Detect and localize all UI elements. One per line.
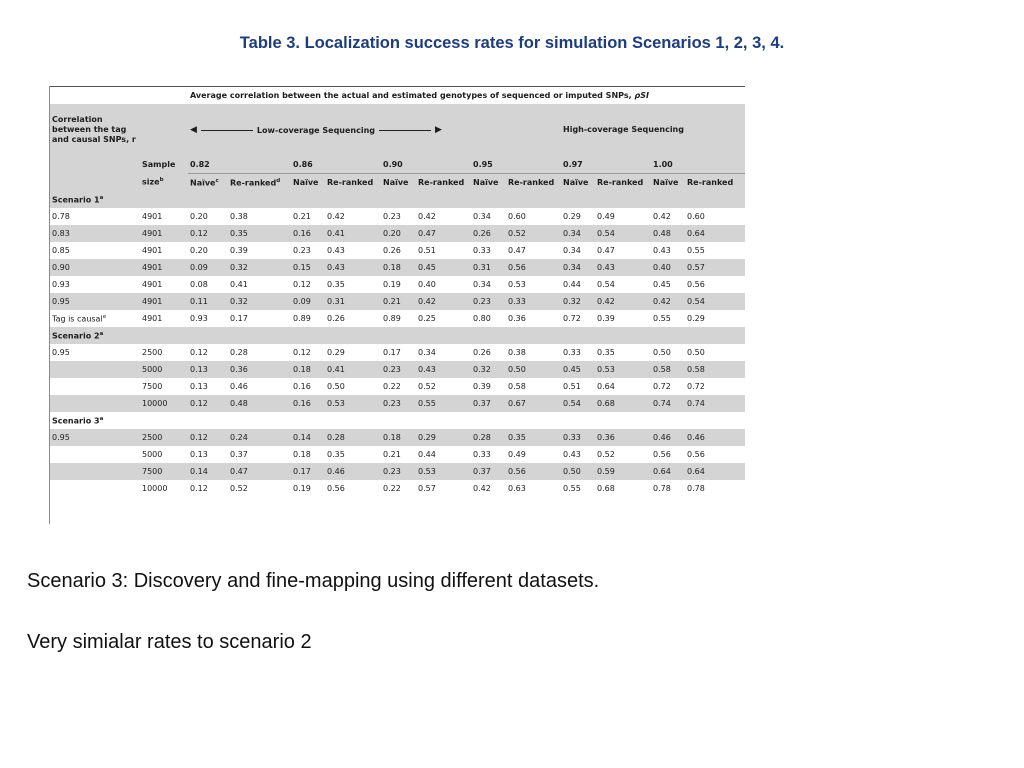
- rate-cell: 0.64: [597, 382, 615, 391]
- rate-cell: 0.58: [653, 365, 671, 374]
- rate-cell: 0.14: [190, 467, 208, 476]
- rate-cell: 0.78: [653, 484, 671, 493]
- rate-cell: 0.16: [293, 399, 311, 408]
- rate-cell: 0.40: [418, 280, 436, 289]
- naive-header: Naïve: [473, 178, 499, 187]
- rate-cell: 0.37: [473, 467, 491, 476]
- rate-cell: 0.22: [383, 484, 401, 493]
- rate-cell: 0.35: [508, 433, 526, 442]
- rate-cell: 0.72: [563, 314, 581, 323]
- subheader-row: [50, 174, 745, 192]
- rate-cell: 0.54: [687, 297, 705, 306]
- sample-size-cell: 5000: [142, 450, 163, 459]
- size-label: size$^b$: [142, 177, 164, 188]
- rate-cell: 0.44: [418, 450, 436, 459]
- rate-cell: 0.51: [563, 382, 581, 391]
- correlation-cell: [50, 395, 140, 412]
- corr-values-row: [50, 156, 745, 174]
- rate-cell: 0.89: [293, 314, 311, 323]
- rate-cell: 0.42: [653, 297, 671, 306]
- rate-cell: 0.33: [508, 297, 526, 306]
- correlation-cell: 0.78: [52, 212, 70, 221]
- sample-size-cell: 10000: [142, 484, 168, 493]
- rate-cell: 0.74: [653, 399, 671, 408]
- correlation-cell: 0.85: [52, 246, 70, 255]
- rate-cell: 0.33: [473, 246, 491, 255]
- table-row: [50, 310, 745, 327]
- rate-cell: 0.16: [293, 382, 311, 391]
- rate-cell: 0.12: [293, 348, 311, 357]
- rate-cell: 0.53: [508, 280, 526, 289]
- rate-cell: 0.36: [508, 314, 526, 323]
- rate-cell: 0.14: [293, 433, 311, 442]
- rate-cell: 0.26: [327, 314, 345, 323]
- rate-cell: 0.57: [418, 484, 436, 493]
- rate-cell: 0.26: [383, 246, 401, 255]
- rate-cell: 0.43: [418, 365, 436, 374]
- scenario-section-row: [50, 327, 745, 344]
- rate-cell: 0.48: [230, 399, 248, 408]
- scenario-label: Scenario 3$^a$: [52, 415, 104, 426]
- correlation-header: Correlation between the tag and causal SNPs, r: [52, 115, 136, 144]
- rate-cell: 0.34: [473, 280, 491, 289]
- rate-cell: 0.43: [327, 246, 345, 255]
- rate-cell: 0.19: [383, 280, 401, 289]
- rate-cell: 0.49: [597, 212, 615, 221]
- rate-cell: 0.56: [508, 263, 526, 272]
- rate-cell: 0.93: [190, 314, 208, 323]
- rate-cell: 0.20: [383, 229, 401, 238]
- rate-cell: 0.53: [327, 399, 345, 408]
- rate-cell: 0.56: [327, 484, 345, 493]
- table-row: [50, 276, 745, 293]
- correlation-cell: 0.95: [52, 433, 70, 442]
- rate-cell: 0.46: [230, 382, 248, 391]
- rate-cell: 0.21: [383, 297, 401, 306]
- rate-cell: 0.55: [653, 314, 671, 323]
- rate-cell: 0.43: [653, 246, 671, 255]
- rate-cell: 0.32: [473, 365, 491, 374]
- rate-cell: 0.55: [563, 484, 581, 493]
- rate-cell: 0.18: [383, 263, 401, 272]
- rate-cell: 0.23: [473, 297, 491, 306]
- scenario-label: Scenario 2$^a$: [52, 330, 104, 341]
- rate-cell: 0.55: [418, 399, 436, 408]
- rate-cell: 0.46: [653, 433, 671, 442]
- rate-cell: 0.29: [687, 314, 705, 323]
- rate-cell: 0.31: [327, 297, 345, 306]
- table-row: [50, 395, 745, 412]
- rate-cell: 0.35: [230, 229, 248, 238]
- table-row: [50, 378, 745, 395]
- correlation-cell: [50, 378, 140, 395]
- low-coverage-header: ◀ Low-coverage Sequencing ▶: [190, 125, 442, 135]
- rate-cell: 0.56: [508, 467, 526, 476]
- arrow-right-icon: ▶: [435, 125, 442, 135]
- rate-cell: 0.63: [508, 484, 526, 493]
- rate-cell: 0.20: [190, 246, 208, 255]
- rate-cell: 0.20: [190, 212, 208, 221]
- correlation-cell: [50, 480, 140, 497]
- rate-cell: 0.45: [653, 280, 671, 289]
- rate-cell: 0.50: [508, 365, 526, 374]
- rate-cell: 0.17: [230, 314, 248, 323]
- rate-cell: 0.50: [563, 467, 581, 476]
- results-table-image: [49, 86, 745, 524]
- rate-cell: 0.42: [418, 297, 436, 306]
- rate-cell: 0.47: [230, 467, 248, 476]
- rate-cell: 0.36: [230, 365, 248, 374]
- table-row: [50, 208, 745, 225]
- rate-cell: 0.12: [293, 280, 311, 289]
- sample-size-cell: 5000: [142, 365, 163, 374]
- rate-cell: 0.18: [293, 365, 311, 374]
- table-row: [50, 225, 745, 242]
- reranked-header: Re-ranked: [687, 178, 734, 187]
- rate-cell: 0.26: [473, 348, 491, 357]
- table-row: [50, 446, 745, 463]
- rate-cell: 0.25: [418, 314, 436, 323]
- rate-cell: 0.33: [563, 433, 581, 442]
- rate-cell: 0.45: [418, 263, 436, 272]
- rate-cell: 0.23: [383, 399, 401, 408]
- rate-cell: 0.23: [383, 467, 401, 476]
- sample-size-cell: 4901: [142, 280, 163, 289]
- rate-cell: 0.39: [230, 246, 248, 255]
- rate-cell: 0.39: [597, 314, 615, 323]
- rate-cell: 0.89: [383, 314, 401, 323]
- rate-cell: 0.34: [563, 246, 581, 255]
- rate-cell: 0.34: [563, 263, 581, 272]
- rate-cell: 0.28: [327, 433, 345, 442]
- rate-cell: 0.56: [653, 450, 671, 459]
- body-text-similar-rates: Very simialar rates to scenario 2: [27, 631, 312, 653]
- rate-cell: 0.64: [687, 229, 705, 238]
- rate-cell: 0.51: [418, 246, 436, 255]
- rate-cell: 0.08: [190, 280, 208, 289]
- rate-cell: 0.57: [687, 263, 705, 272]
- rate-cell: 0.36: [597, 433, 615, 442]
- rho-symbol: ρSI: [634, 91, 649, 100]
- rate-cell: 0.42: [473, 484, 491, 493]
- rate-cell: 0.42: [327, 212, 345, 221]
- rate-cell: 0.60: [687, 212, 705, 221]
- rate-cell: 0.12: [190, 399, 208, 408]
- rate-cell: 0.42: [597, 297, 615, 306]
- rate-cell: 0.28: [230, 348, 248, 357]
- rate-cell: 0.64: [687, 467, 705, 476]
- rate-cell: 0.18: [293, 450, 311, 459]
- rate-cell: 0.54: [597, 280, 615, 289]
- rate-cell: 0.29: [563, 212, 581, 221]
- rate-cell: 0.45: [563, 365, 581, 374]
- rate-cell: 0.21: [293, 212, 311, 221]
- body-text-scenario-3: Scenario 3: Discovery and fine-mapping using different datasets.: [27, 570, 600, 592]
- corr-value: 0.95: [471, 156, 561, 174]
- rate-cell: 0.34: [473, 212, 491, 221]
- sample-size-cell: 7500: [142, 467, 163, 476]
- rate-cell: 0.47: [418, 229, 436, 238]
- corr-value: 0.82: [188, 156, 291, 174]
- sample-size-cell: 4901: [142, 297, 163, 306]
- rate-cell: 0.37: [473, 399, 491, 408]
- rate-cell: 0.78: [687, 484, 705, 493]
- rate-cell: 0.54: [563, 399, 581, 408]
- table-row: [50, 361, 745, 378]
- rate-cell: 0.35: [327, 280, 345, 289]
- rate-cell: 0.23: [293, 246, 311, 255]
- rate-cell: 0.11: [190, 297, 208, 306]
- rate-cell: 0.12: [190, 229, 208, 238]
- table-row: [50, 463, 745, 480]
- rate-cell: 0.29: [418, 433, 436, 442]
- rate-cell: 0.59: [597, 467, 615, 476]
- sample-size-cell: 10000: [142, 399, 168, 408]
- rate-cell: 0.31: [473, 263, 491, 272]
- rate-cell: 0.42: [418, 212, 436, 221]
- rate-cell: 0.29: [327, 348, 345, 357]
- rate-cell: 0.23: [383, 212, 401, 221]
- table-row: [50, 242, 745, 259]
- rate-cell: 0.41: [327, 229, 345, 238]
- table-row: [50, 344, 745, 361]
- rate-cell: 0.39: [473, 382, 491, 391]
- correlation-cell: Tag is causal$^e$: [52, 313, 107, 324]
- rate-cell: 0.43: [327, 263, 345, 272]
- rate-cell: 0.60: [508, 212, 526, 221]
- rate-cell: 0.17: [383, 348, 401, 357]
- scenario-section-row: [50, 191, 745, 208]
- correlation-cell: [50, 446, 140, 463]
- rate-cell: 0.38: [508, 348, 526, 357]
- correlation-cell: 0.93: [52, 280, 70, 289]
- rate-cell: 0.33: [473, 450, 491, 459]
- reranked-header: Re-ranked: [327, 178, 374, 187]
- rate-cell: 0.56: [687, 280, 705, 289]
- rate-cell: 0.58: [508, 382, 526, 391]
- rate-cell: 0.42: [653, 212, 671, 221]
- rate-cell: 0.54: [597, 229, 615, 238]
- rate-cell: 0.09: [190, 263, 208, 272]
- rate-cell: 0.43: [563, 450, 581, 459]
- sample-size-cell: 4901: [142, 263, 163, 272]
- rate-cell: 0.35: [597, 348, 615, 357]
- reranked-header: Re-ranked: [508, 178, 555, 187]
- rate-cell: 0.22: [383, 382, 401, 391]
- rate-cell: 0.13: [190, 450, 208, 459]
- rate-cell: 0.64: [653, 467, 671, 476]
- rate-cell: 0.52: [508, 229, 526, 238]
- high-coverage-header: High-coverage Sequencing: [563, 125, 684, 134]
- rate-cell: 0.68: [597, 399, 615, 408]
- table-row: [50, 480, 745, 497]
- top-header: Average correlation between the actual and estimated genotypes of sequenced or imputed SNPs, ρSI: [188, 87, 745, 105]
- sample-label: Sample: [142, 160, 176, 170]
- rate-cell: 0.67: [508, 399, 526, 408]
- naive-header: Naïve: [293, 178, 319, 187]
- rate-cell: 0.32: [230, 297, 248, 306]
- sample-size-cell: 2500: [142, 348, 163, 357]
- rate-cell: 0.15: [293, 263, 311, 272]
- correlation-cell: [50, 361, 140, 378]
- results-table: [50, 86, 745, 497]
- correlation-cell: [50, 463, 140, 480]
- rate-cell: 0.58: [687, 365, 705, 374]
- rate-cell: 0.09: [293, 297, 311, 306]
- rate-cell: 0.26: [473, 229, 491, 238]
- sample-size-cell: 7500: [142, 382, 163, 391]
- rate-cell: 0.50: [653, 348, 671, 357]
- naive-header: Naïve$^c$: [190, 177, 219, 188]
- sample-size-cell: 4901: [142, 212, 163, 221]
- rate-cell: 0.24: [230, 433, 248, 442]
- rate-cell: 0.80: [473, 314, 491, 323]
- rate-cell: 0.43: [597, 263, 615, 272]
- rate-cell: 0.52: [230, 484, 248, 493]
- rate-cell: 0.55: [687, 246, 705, 255]
- correlation-cell: 0.83: [52, 229, 70, 238]
- reranked-header: Re-ranked$^d$: [230, 177, 281, 188]
- arrow-left-icon: ◀: [190, 125, 197, 135]
- rate-cell: 0.12: [190, 433, 208, 442]
- rate-cell: 0.19: [293, 484, 311, 493]
- rate-cell: 0.28: [473, 433, 491, 442]
- rate-cell: 0.44: [563, 280, 581, 289]
- rate-cell: 0.18: [383, 433, 401, 442]
- table-row: [50, 429, 745, 446]
- rate-cell: 0.49: [508, 450, 526, 459]
- naive-header: Naïve: [563, 178, 589, 187]
- reranked-header: Re-ranked: [597, 178, 644, 187]
- rate-cell: 0.21: [383, 450, 401, 459]
- scenario-label: Scenario 1$^a$: [52, 194, 104, 205]
- rate-cell: 0.47: [597, 246, 615, 255]
- naive-header: Naïve: [653, 178, 679, 187]
- rate-cell: 0.32: [563, 297, 581, 306]
- rate-cell: 0.13: [190, 382, 208, 391]
- corr-value: 1.00: [651, 156, 745, 174]
- corr-value: 0.86: [291, 156, 381, 174]
- rate-cell: 0.46: [687, 433, 705, 442]
- correlation-cell: 0.95: [52, 297, 70, 306]
- sample-size-cell: 4901: [142, 229, 163, 238]
- rate-cell: 0.33: [563, 348, 581, 357]
- rate-cell: 0.40: [653, 263, 671, 272]
- rate-cell: 0.72: [687, 382, 705, 391]
- reranked-header: Re-ranked: [418, 178, 465, 187]
- rate-cell: 0.41: [230, 280, 248, 289]
- rate-cell: 0.16: [293, 229, 311, 238]
- rate-cell: 0.12: [190, 484, 208, 493]
- rate-cell: 0.34: [418, 348, 436, 357]
- rate-cell: 0.50: [327, 382, 345, 391]
- rate-cell: 0.74: [687, 399, 705, 408]
- rate-cell: 0.38: [230, 212, 248, 221]
- rate-cell: 0.12: [190, 348, 208, 357]
- rate-cell: 0.34: [563, 229, 581, 238]
- rate-cell: 0.50: [687, 348, 705, 357]
- rate-cell: 0.37: [230, 450, 248, 459]
- sample-size-cell: 4901: [142, 246, 163, 255]
- sample-size-cell: 4901: [142, 314, 163, 323]
- rate-cell: 0.46: [327, 467, 345, 476]
- rate-cell: 0.53: [418, 467, 436, 476]
- rate-cell: 0.72: [653, 382, 671, 391]
- rate-cell: 0.35: [327, 450, 345, 459]
- corr-value: 0.97: [561, 156, 651, 174]
- rate-cell: 0.41: [327, 365, 345, 374]
- slide-title: Table 3. Localization success rates for simulation Scenarios 1, 2, 3, 4.: [239, 34, 785, 52]
- rate-cell: 0.47: [508, 246, 526, 255]
- rate-cell: 0.52: [597, 450, 615, 459]
- rate-cell: 0.68: [597, 484, 615, 493]
- rate-cell: 0.56: [687, 450, 705, 459]
- table-row: [50, 293, 745, 310]
- correlation-cell: 0.90: [52, 263, 70, 272]
- rate-cell: 0.48: [653, 229, 671, 238]
- rate-cell: 0.32: [230, 263, 248, 272]
- rate-cell: 0.52: [418, 382, 436, 391]
- rate-cell: 0.13: [190, 365, 208, 374]
- rate-cell: 0.17: [293, 467, 311, 476]
- correlation-cell: 0.95: [52, 348, 70, 357]
- scenario-section-row: [50, 412, 745, 429]
- naive-header: Naïve: [383, 178, 409, 187]
- sample-size-cell: 2500: [142, 433, 163, 442]
- rate-cell: 0.53: [597, 365, 615, 374]
- table-row: [50, 259, 745, 276]
- rate-cell: 0.23: [383, 365, 401, 374]
- corr-value: 0.90: [381, 156, 471, 174]
